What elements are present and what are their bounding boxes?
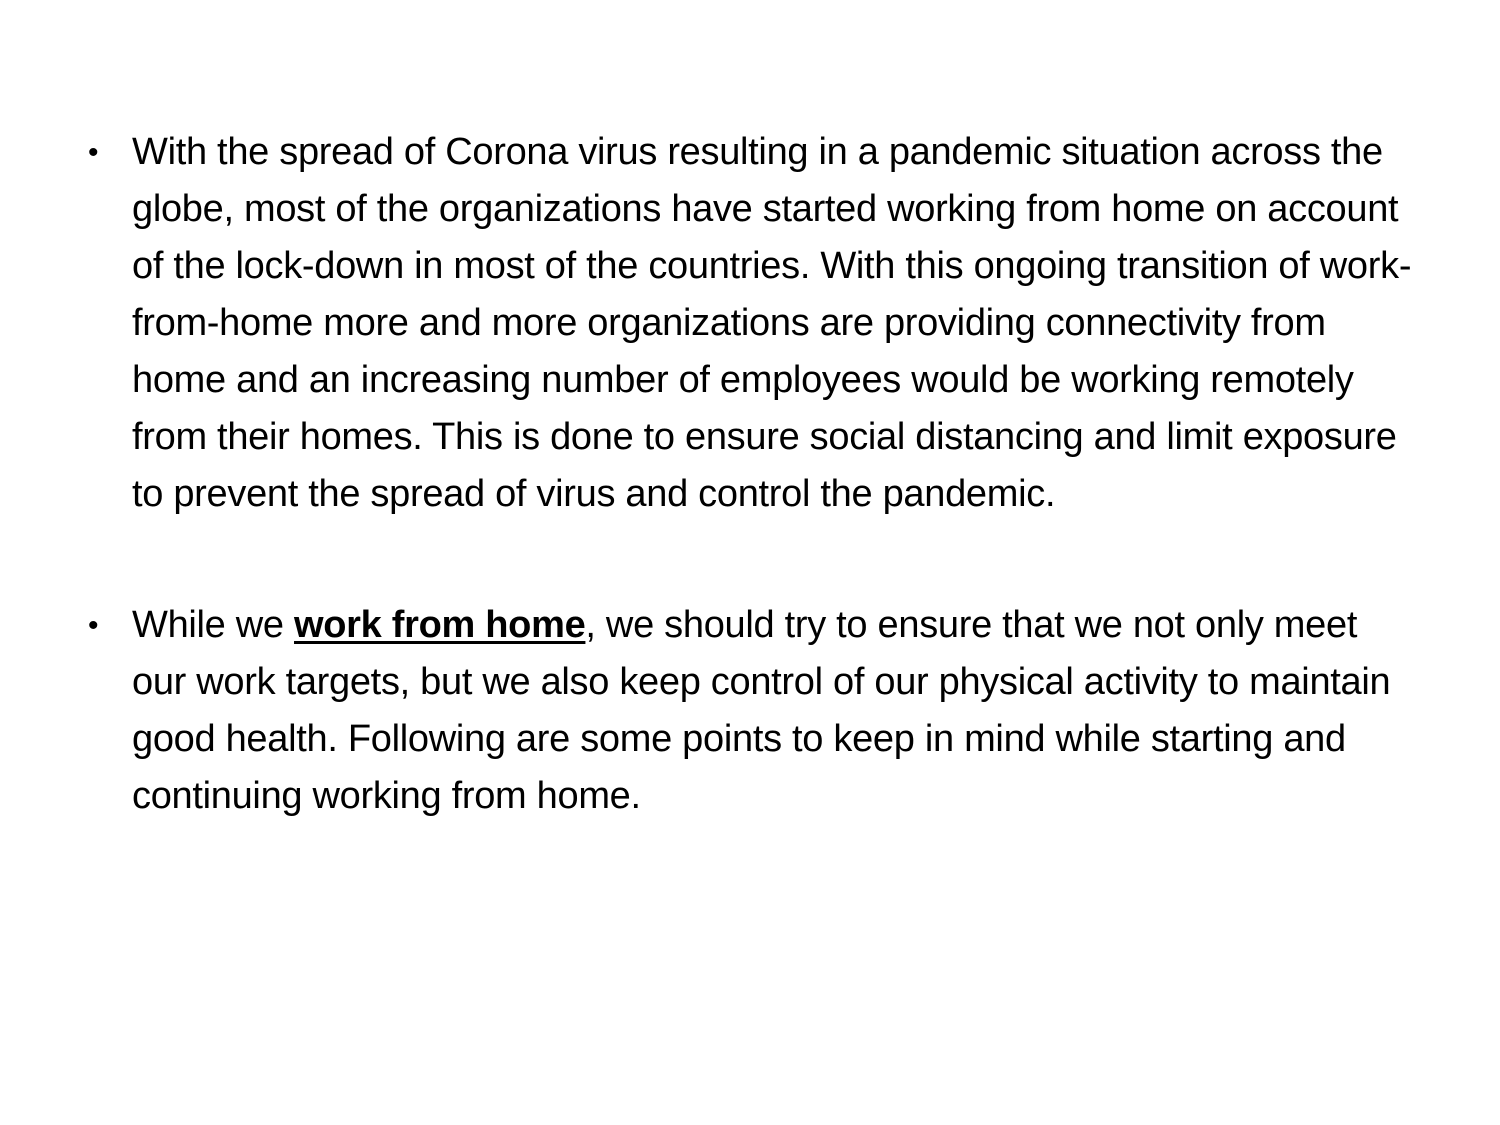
bullet-list bbox=[88, 124, 1418, 825]
bullet-marker: • bbox=[88, 609, 99, 642]
bullet-marker: • bbox=[88, 136, 99, 169]
bullet-item-wfh-guidance bbox=[88, 597, 1418, 825]
bullet-text-after: , we should try to ensure that we not only meet our work targets, but we also keep control of our physical activity to maintain good health. Following are some points to keep in mind while starting and continuing working from home. bbox=[132, 604, 1391, 817]
bullet-text-before: While we bbox=[132, 604, 295, 646]
work-from-home-emphasis: work from home bbox=[294, 604, 586, 646]
bullet-item-pandemic-context bbox=[88, 124, 1418, 523]
bullet-text: With the spread of Corona virus resulting in a pandemic situation across the globe, most of the organizations have started working from home on account of the lock-down in most of the countries. With this ongoing transition of work-from-home more and more organizations are providing connectivity from home and an increasing number of employees would be working remotely from their homes. This is done to ensure social distancing and limit exposure to prevent the spread of virus and control the pandemic. bbox=[132, 131, 1412, 515]
